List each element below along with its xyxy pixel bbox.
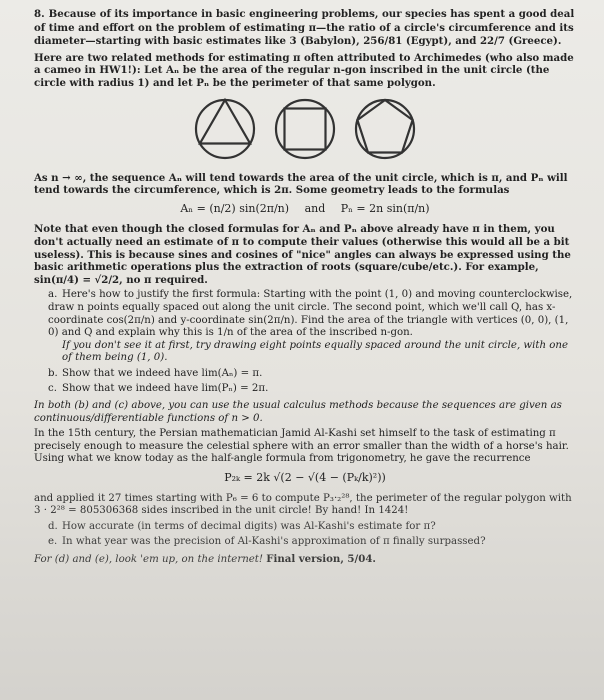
part-d [48,521,576,534]
problem-number: 8. [34,8,45,20]
area-formula: Aₙ = (n/2) sin(2π/n) [180,201,290,215]
polygon-figures [34,96,576,162]
part-a-label: a. [48,289,58,301]
applied-paragraph: and applied it 27 times starting with P₆ = 6 to compute P₃·₂²⁸, the perimeter of the regular polygon with 3 · 2²⁸ = 805306368 sides inscribed in the unit circle! By hand! In 1424! [34,492,572,517]
part-c-text: Show that we indeed have lim(Pₙ) = 2π. [62,383,269,395]
limit-paragraph: As n → ∞, the sequence Aₙ will tend towards the area of the unit circle, which is π, and Pₙ will tend towards the circumference, which is 2π. Some geometry leads to the formulas [34,171,568,197]
parts-abc [48,289,576,396]
formula-and: and [304,201,326,215]
final-version-label: Final version, 5/04. [266,553,376,565]
square-in-circle-figure [272,96,338,162]
part-c [48,383,576,396]
problem-8 [34,8,576,570]
part-a-text: Here's how to justify the first formula: Starting with the point (1, 0) and moving counterclockwise, draw n points equally spaced out along the unit circle. The second point, which we'll call Q, has x-coordinate cos(2π/n) and y-coordinate sin(2π/n). Find the area of the triangle with vertices (0, 0), (1, 0) and Q and explain why this is 1/n of the area of the inscribed n-gon. [48,289,573,339]
note-paragraph: Note that even though the closed formulas for Aₙ and Pₙ above already have π in them, you don't actually need an estimate of π to compute their values (otherwise this would all be a bit useless). This is because sines and cosines of "nice" angles can always be expressed using the basic arithmetic operations plus the extraction of roots (square/cube/etc.). For example, sin(π/4) = √2/2, no π required. [34,223,571,286]
recurrence-formula: P₂ₖ = 2k √(2 − √(4 − (Pₖ/k)²)) [224,471,386,485]
calculus-note: In both (b) and (c) above, you can use the usual calculus methods because the sequences are given as continuous/differentiable functions of n > 0. [34,400,562,424]
part-b-text: Show that we indeed have lim(Aₙ) = π. [62,367,263,379]
footer-instruction: For (d) and (e), look 'em up, on the internet! [34,554,263,565]
part-b-label: b. [48,367,58,379]
intro-paragraph [34,8,576,49]
part-c-label: c. [48,383,57,395]
intro-text: Because of its importance in basic engineering problems, our species has spent a good deal of time and effort on the problem of estimating π—the ratio of a circle's circumference and its diameter—starting with basic estimates like 3 (Babylon), 256/81 (Egypt), and 22/7 (Greece). [34,8,575,48]
footer-line [34,553,576,567]
methods-paragraph: Here are two related methods for estimating π often attributed to Archimedes (who also made a cameo in HW1!): Let Aₙ be the area of the regular n-gon inscribed in the unit circle (the circle with radius 1) and let Pₙ be the perimeter of that same polygon. [34,51,574,89]
part-e-text: In what year was the precision of Al-Kashi's approximation of π finally surpassed? [62,536,486,548]
perimeter-formula: Pₙ = 2n sin(π/n) [340,201,430,215]
pentagon-in-circle-figure [352,96,418,162]
part-d-label: d. [48,520,58,532]
part-e [48,536,576,549]
part-a [48,289,576,365]
area-perimeter-formulas [34,203,576,216]
triangle-in-circle-figure [192,96,258,162]
part-e-label: e. [48,536,58,548]
parts-de [48,521,576,549]
al-kashi-paragraph: In the 15th century, the Persian mathematician Jamid Al-Kashi set himself to the task of estimating π precisely enough to measure the celestial sphere with an error smaller than the width of a horse's hair. Using what we know today as the half-angle formula from trigonometry, he gave the recurrence [34,428,569,465]
part-d-text: How accurate (in terms of decimal digits) was Al-Kashi's estimate for π? [62,520,436,532]
part-a-hint: If you don't see it at first, try drawing eight points equally spaced around the unit circle, with one of them being (1, 0). [62,339,569,364]
part-b [48,368,576,381]
